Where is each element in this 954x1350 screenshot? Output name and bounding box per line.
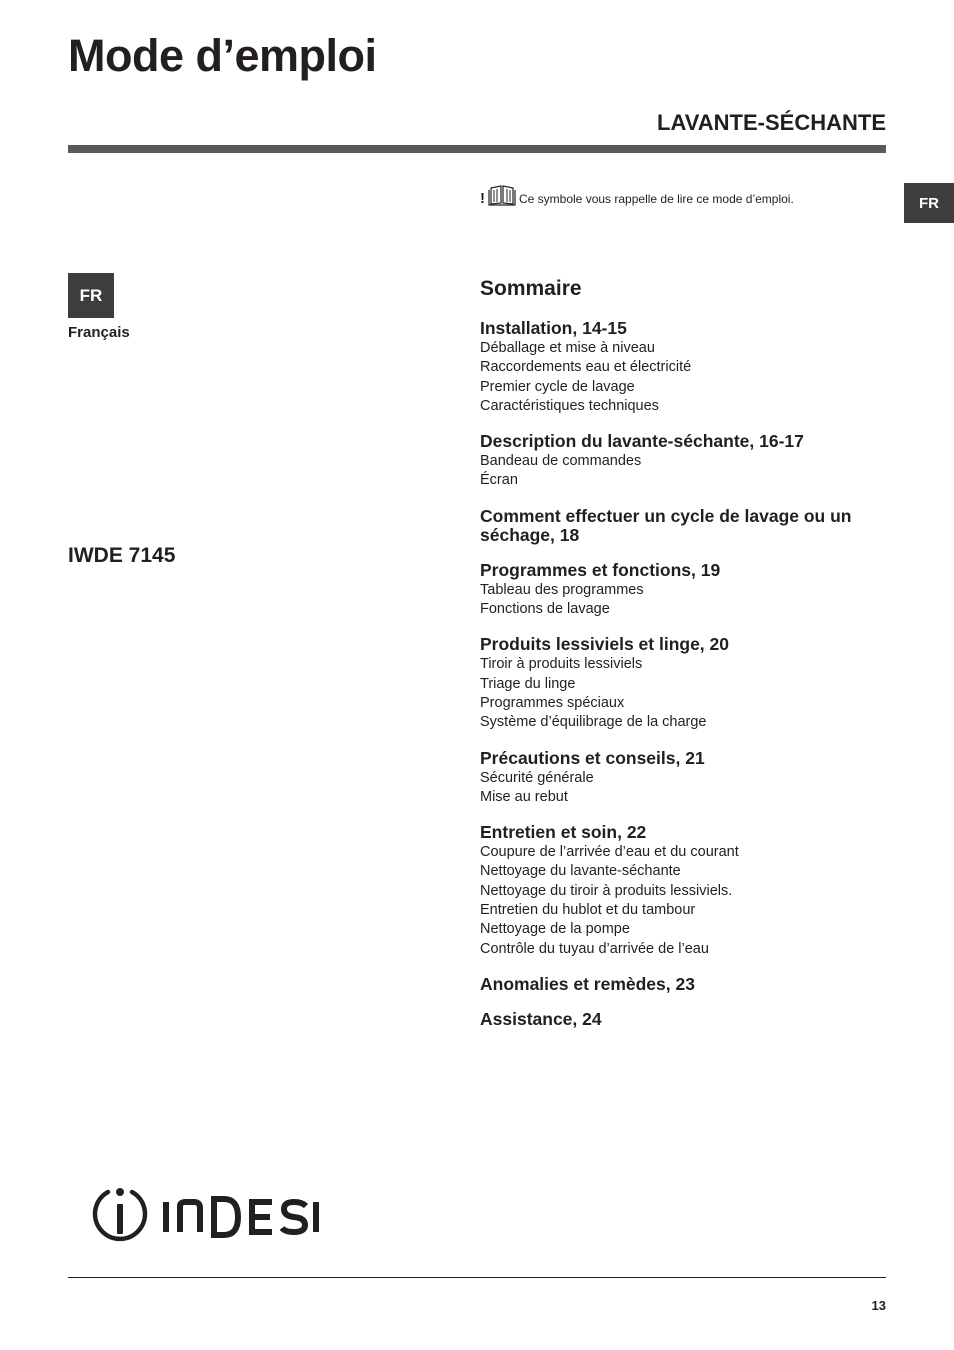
language-name: Français [68,324,130,341]
model-number: IWDE 7145 [68,544,176,567]
toc-item: Nettoyage du lavante-séchante [480,863,681,880]
toc-section-entretien [480,823,890,959]
toc-item: Fonctions de lavage [480,601,610,618]
toc-title: Sommaire [480,277,582,300]
toc-item: Premier cycle de lavage [480,378,635,395]
toc-section-description [480,432,890,491]
indesit-logo-icon [88,1184,328,1248]
toc-item: Sécurité générale [480,769,594,786]
language-badge: FR [68,273,114,318]
toc-item: Nettoyage de la pompe [480,921,630,938]
toc-item: Système d’équilibrage de la charge [480,714,707,731]
toc-item: Raccordements eau et électricité [480,359,692,376]
toc-heading: Anomalies et remèdes, 23 [480,973,695,994]
toc-item: Tiroir à produits lessiviels [480,656,643,673]
notice-text: Ce symbole vous rappelle de lire ce mode d’emploi. [519,192,794,206]
toc-section-anomalies [480,975,890,994]
toc-item: Triage du linge [480,675,576,692]
toc-item: Bandeau de commandes [480,453,642,470]
page-number: 13 [871,1298,886,1313]
toc-heading: Description du lavante-séchante, 16-17 [480,431,804,452]
toc-section-cycle [480,507,890,545]
side-language-tab: FR [904,183,954,223]
toc-item: Caractéristiques techniques [480,397,659,414]
toc-section-produits [480,635,890,732]
read-manual-notice [480,184,794,206]
toc-item: Tableau des programmes [480,581,644,598]
toc-heading: Précautions et conseils, 21 [480,747,705,768]
toc-item: Programmes spéciaux [480,694,625,711]
toc-heading: Assistance, 24 [480,1008,602,1029]
toc-section-precautions [480,749,890,808]
toc-item: Contrôle du tuyau d’arrivée de l’eau [480,940,709,957]
product-type: LAVANTE-SÉCHANTE [657,110,886,135]
toc-heading: Comment effectuer un cycle de lavage ou un séchage, 18 [480,505,852,545]
toc-heading: Entretien et soin, 22 [480,822,647,843]
toc-item: Coupure de l’arrivée d’eau et du courant [480,844,739,861]
toc-section-installation [480,319,890,416]
footer-divider [68,1277,886,1278]
toc-item: Déballage et mise à niveau [480,340,655,356]
toc-section-programmes [480,561,890,620]
page-title: Mode d’emploi [68,30,377,81]
toc-section-assistance [480,1010,890,1029]
header-divider [68,145,886,153]
toc-item: Entretien du hublot et du tambour [480,902,696,919]
toc-heading: Programmes et fonctions, 19 [480,559,721,580]
toc-item: Écran [480,472,518,489]
toc-item: Nettoyage du tiroir à produits lessiviels. [480,882,733,899]
table-of-contents [480,276,890,1045]
open-book-icon [488,184,516,206]
toc-item: Mise au rebut [480,788,568,805]
toc-heading: Produits lessiviels et linge, 20 [480,634,729,655]
warning-mark: ! [480,190,485,207]
toc-heading: Installation, 14-15 [480,318,627,338]
